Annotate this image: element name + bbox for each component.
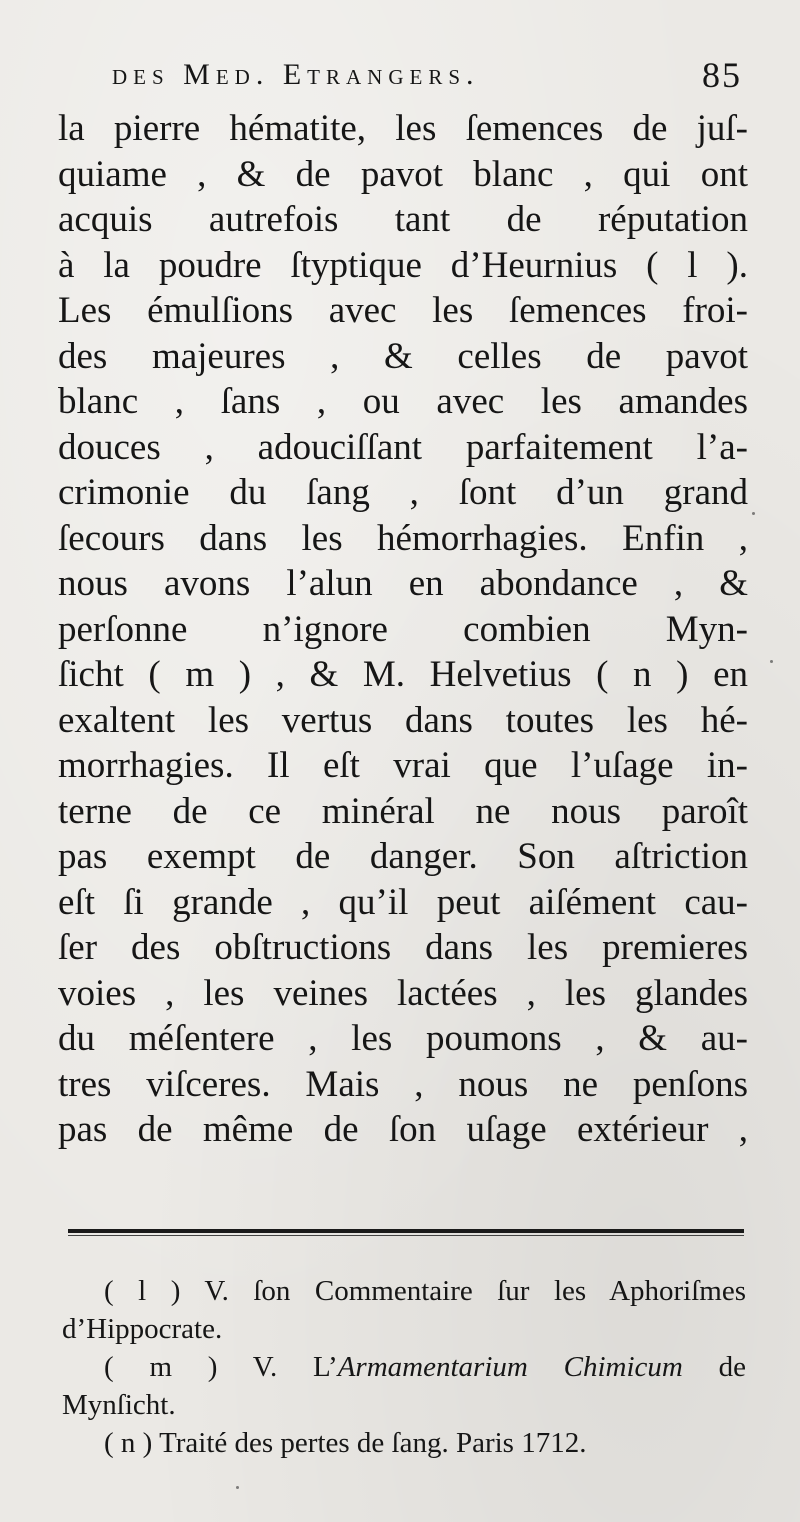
footnote-text: V. ſon Commentaire ſur les Aphoriſmes — [204, 1275, 746, 1307]
text-line: ſecours dans les hémorrhagies. Enfin , — [58, 517, 748, 559]
text-line: tres viſceres. Mais , nous ne penſons — [58, 1063, 748, 1105]
text-line: acquis autrefois tant de réputation — [58, 199, 748, 240]
footnote-m-continuation: Mynſicht. — [62, 1389, 176, 1421]
text-line: ſicht ( m ) , & M. Helvetius ( n ) en — [58, 654, 748, 695]
footnote-marker: ( l ) — [104, 1275, 181, 1307]
text-line: la pierre hématite, les ſemences de juſ- — [58, 108, 748, 149]
ink-speck — [752, 512, 755, 515]
ink-speck — [770, 660, 773, 663]
text-line: pas de même de ſon uſage extérieur , — [58, 1109, 748, 1150]
text-line: crimonie du ſang , ſont d’un grand — [58, 472, 748, 513]
text-line: ſer des obſtructions dans les premieres — [58, 927, 748, 968]
footnote-l-continuation: d’Hippocrate. — [62, 1313, 223, 1345]
footnote-divider — [68, 1229, 744, 1236]
text-line: douces , adouciſſant parfaitement l’a- — [58, 426, 748, 468]
text-line: du méſentere , les poumons , & au- — [58, 1018, 748, 1059]
footnote-l — [62, 1272, 746, 1310]
footnote-text: Traité des pertes de ſang. Paris 1712. — [159, 1427, 587, 1459]
ink-speck — [236, 1486, 239, 1489]
footnotes — [62, 1272, 746, 1462]
running-head: des Med. Etrangers. — [112, 58, 480, 91]
text-line: nous avons l’alun en abondance , & — [58, 563, 748, 604]
text-line: des majeures , & celles de pavot — [58, 335, 748, 377]
footnote-n — [62, 1424, 746, 1462]
main-text — [58, 106, 748, 1153]
page-number: 85 — [702, 55, 742, 95]
footnote-marker: ( n ) — [104, 1427, 153, 1459]
text-line: quiame , & de pavot blanc , qui ont — [58, 153, 748, 195]
text-line: Les émulſions avec les ſemences froi- — [58, 290, 748, 331]
text-line: exaltent les vertus dans toutes les hé- — [58, 699, 748, 741]
text-line: terne de ce minéral ne nous paroît — [58, 790, 748, 832]
page-header — [112, 54, 742, 98]
footnote-text: de — [718, 1351, 746, 1383]
text-line: pas exempt de danger. Son aſtriction — [58, 836, 748, 877]
text-line: perſonne n’ignore combien Myn- — [58, 608, 748, 650]
text-line: morrhagies. Il eſt vrai que l’uſage in- — [58, 745, 748, 786]
footnote-marker: ( m ) — [104, 1351, 218, 1383]
footnote-m — [62, 1348, 746, 1386]
text-line: eſt ſi grande , qu’il peut aiſément cau- — [58, 881, 748, 923]
footnote-text: V. L’ — [252, 1351, 338, 1383]
text-line: à la poudre ſtyptique d’Heurnius ( l ). — [58, 244, 748, 286]
text-line: voies , les veines lactées , les glandes — [58, 972, 748, 1014]
footnote-book-title: Armamentarium Chimicum — [337, 1351, 683, 1383]
text-line: blanc , ſans , ou avec les amandes — [58, 381, 748, 422]
